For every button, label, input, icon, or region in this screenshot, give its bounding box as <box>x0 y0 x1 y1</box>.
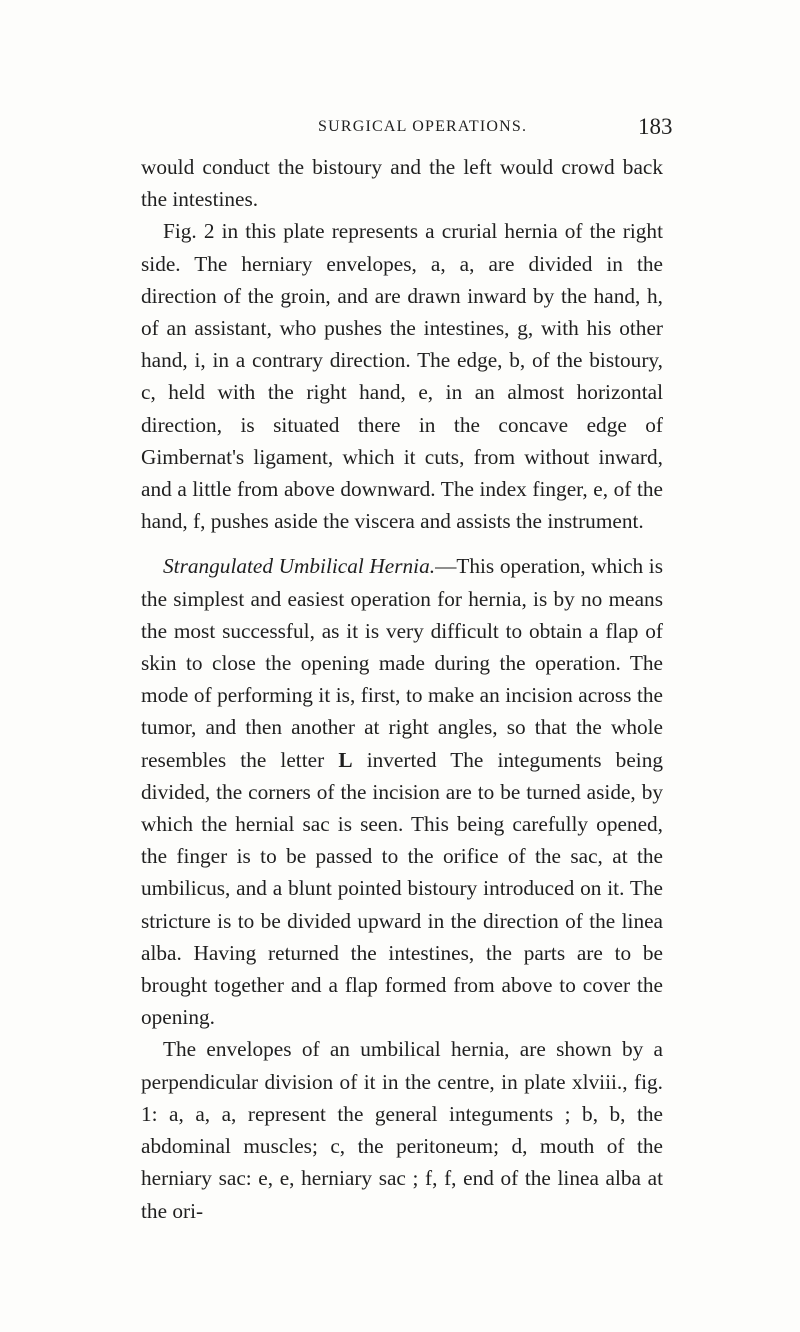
paragraph-envelopes: The envelopes of an umbilical hernia, are shown by a perpendicular division of it in the centre, in plate xlviii., fig. 1: a, a, a, represent the general integuments ; b, b, the abdominal muscles; c, the peritoneum; d, mouth of the herniary sac: e, e, herniary sac ; f, f, end of the linea alba at the ori- <box>141 1037 663 1223</box>
paragraph-umbilical-hernia <box>141 550 663 1033</box>
running-head <box>0 114 800 150</box>
paragraph-continuation: would conduct the bistoury and the left would crowd back the intestines. <box>141 155 663 212</box>
paragraph-text-part2: inverted The integuments being divided, the corners of the incision are to be turned aside, by which the hernial sac is seen. This being carefully opened, the finger is to be passed to the orifice of the sac, at the umbilicus, and a blunt pointed bistoury introduced on it. The stricture is to be divided upward in the direction of the linea alba. Having returned the intestines, the parts are to be brought together and a flap formed from above to cover the opening. <box>141 747 663 1030</box>
title-dash: — <box>435 554 457 579</box>
section-title: Strangulated Umbilical Hernia. <box>163 554 436 579</box>
running-title: SURGICAL OPERATIONS. <box>318 118 528 135</box>
body-text <box>141 151 663 1227</box>
paragraph-text-part1: This operation, which is the simplest and easiest operation for hernia, is by no means the most successful, as it is very difficult to obtain a flap of skin to close the opening made during the operation. The mode of performing it is, first, to make an incision across the tumor, and then another at right angles, so that the whole resembles the letter <box>141 554 664 772</box>
paragraph-fig-2: Fig. 2 in this plate represents a crurial hernia of the right side. The herniary envelopes, a, a, are divided in the direction of the groin, and are drawn inward by the hand, h, of an assistant, who pushes the intestines, g, with his other hand, i, in a contrary direction. The edge, b, of the bistoury, c, held with the right hand, e, in an almost horizontal direction, is situated there in the concave edge of Gimbernat's ligament, which it cuts, from without inward, and a little from above downward. The index finger, e, of the hand, f, pushes aside the viscera and assists the instrument. <box>141 219 663 534</box>
page-number: 183 <box>638 114 673 139</box>
inverted-letter: L <box>338 747 353 772</box>
